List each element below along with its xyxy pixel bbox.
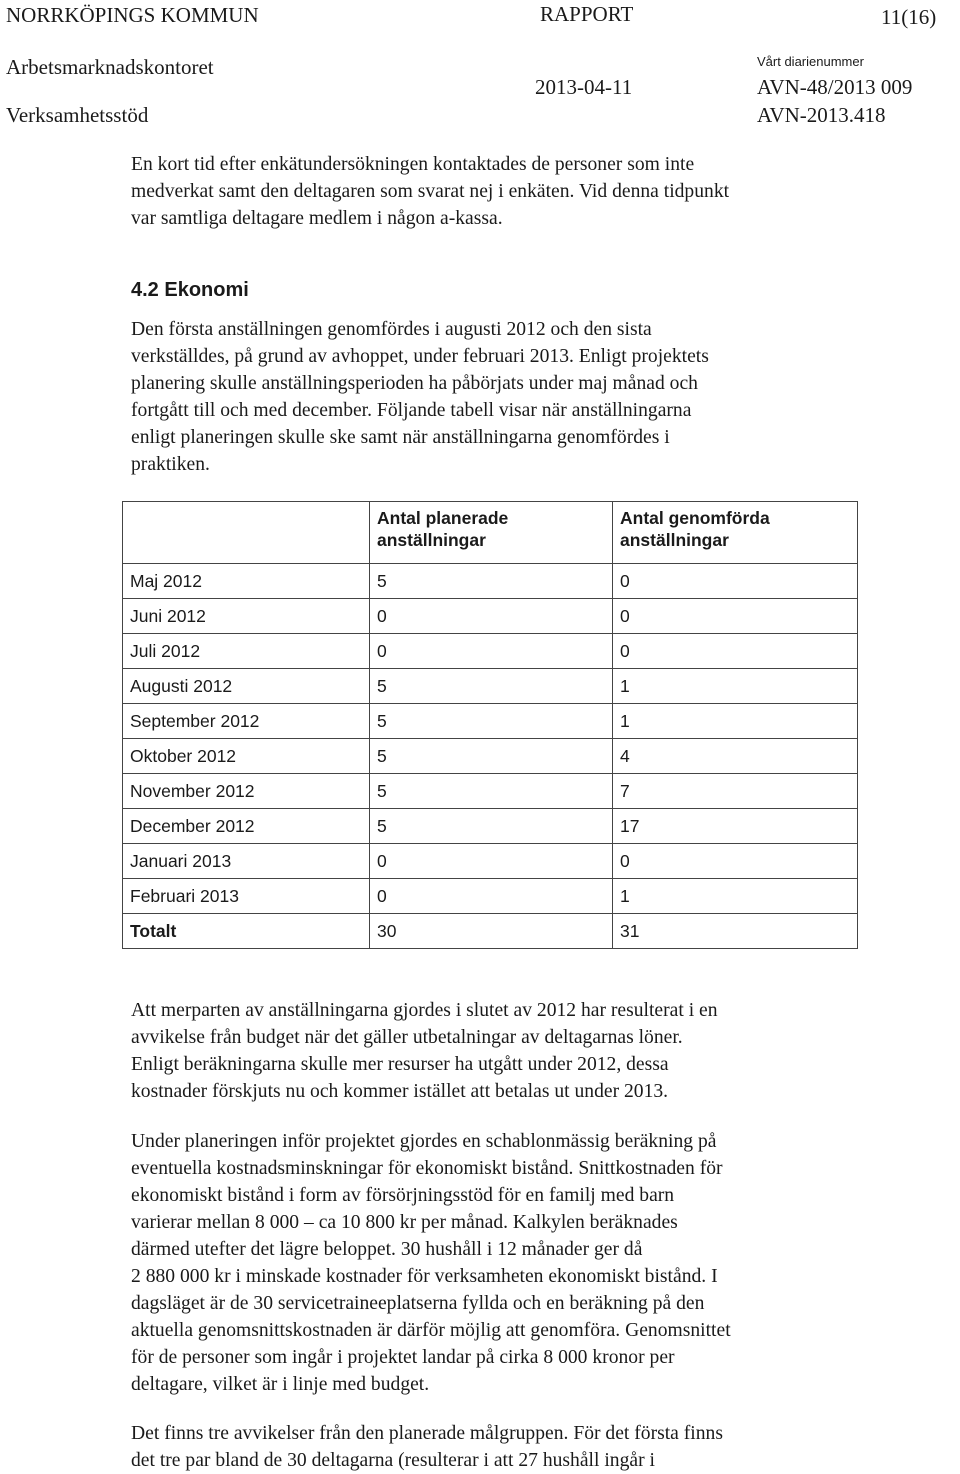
cost-calculation-paragraph [131, 1128, 851, 1398]
text-line: Under planeringen inför projektet gjordes en schablonmässig beräkning på [131, 1131, 717, 1152]
month-cell: September 2012 [123, 704, 370, 739]
month-cell: Maj 2012 [123, 564, 370, 599]
text-line: dagsläget är de 30 servicetraineeplatserna fyllda och en beräkning på den [131, 1293, 705, 1314]
doc-type: RAPPORT [540, 2, 634, 26]
text-line: kostnader förskjuts nu och kommer istället att betalas ut under 2013. [131, 1081, 669, 1102]
done-cell: 7 [613, 774, 858, 809]
table-total-row [123, 914, 858, 949]
text-line: planering skulle anställningsperioden ha påbörjats under maj månad och [131, 373, 698, 394]
department: Arbetsmarknadskontoret [6, 55, 214, 79]
done-cell: 0 [613, 634, 858, 669]
text-line: det tre par bland de 30 deltagarna (resulterar i att 27 hushåll ingår i [131, 1450, 655, 1471]
economy-paragraph [131, 316, 851, 478]
org-name: NORRKÖPINGS KOMMUN [6, 3, 259, 27]
planned-cell: 0 [370, 634, 613, 669]
table-header-row [123, 502, 858, 564]
table-row [123, 739, 858, 774]
section-heading: 4.2 Ekonomi [131, 279, 249, 301]
done-cell: 1 [613, 879, 858, 914]
month-cell: Juli 2012 [123, 634, 370, 669]
done-cell: 4 [613, 739, 858, 774]
table-row [123, 879, 858, 914]
planned-cell: 5 [370, 669, 613, 704]
month-cell: Augusti 2012 [123, 669, 370, 704]
table-row [123, 599, 858, 634]
text-line: Den första anställningen genomfördes i augusti 2012 och den sista [131, 319, 652, 340]
diarie-number-2: AVN-2013.418 [757, 103, 886, 127]
text-line: varierar mellan 8 000 – ca 10 800 kr per månad. Kalkylen beräknades [131, 1212, 678, 1233]
table-row [123, 669, 858, 704]
month-cell: Oktober 2012 [123, 739, 370, 774]
planned-cell: 5 [370, 564, 613, 599]
header-planned [370, 502, 613, 564]
total-label: Totalt [123, 914, 370, 949]
done-cell: 0 [613, 844, 858, 879]
total-planned: 30 [370, 914, 613, 949]
month-cell: November 2012 [123, 774, 370, 809]
month-cell: Juni 2012 [123, 599, 370, 634]
text-line: Enligt beräkningarna skulle mer resurser ha utgått under 2012, dessa [131, 1054, 669, 1075]
table-row [123, 809, 858, 844]
text-line: avvikelse från budget när det gäller utbetalningar av deltagarnas löner. [131, 1027, 683, 1048]
text-line: var samtliga deltagare medlem i någon a-kassa. [131, 208, 503, 229]
header-empty-cell [123, 502, 370, 564]
text-line: deltagare, vilket är i linje med budget. [131, 1374, 430, 1395]
intro-paragraph [131, 151, 851, 232]
table-row [123, 844, 858, 879]
done-cell: 1 [613, 704, 858, 739]
header-done [613, 502, 858, 564]
text-line: enligt planeringen skulle ske samt när anställningarna genomfördes i [131, 427, 670, 448]
header-planned-line1: Antal planerade [377, 508, 509, 528]
text-line: för de personer som ingår i projektet landar på cirka 8 000 kronor per [131, 1347, 675, 1368]
month-cell: Februari 2013 [123, 879, 370, 914]
table-row [123, 634, 858, 669]
employment-table [122, 501, 858, 949]
planned-cell: 0 [370, 599, 613, 634]
planned-cell: 5 [370, 774, 613, 809]
total-done: 31 [613, 914, 858, 949]
text-line: praktiken. [131, 454, 210, 475]
unit: Verksamhetsstöd [6, 103, 149, 127]
text-line: fortgått till och med december. Följande tabell visar när anställningarna [131, 400, 692, 421]
month-cell: December 2012 [123, 809, 370, 844]
done-cell: 0 [613, 599, 858, 634]
text-line: eventuella kostnadsminskningar för ekonomiskt bistånd. Snittkostnaden för [131, 1158, 723, 1179]
text-line: En kort tid efter enkätundersökningen kontaktades de personer som inte [131, 154, 695, 175]
month-cell: Januari 2013 [123, 844, 370, 879]
table-row [123, 564, 858, 599]
page-number: 11(16) [881, 5, 937, 29]
planned-cell: 5 [370, 704, 613, 739]
budget-deviation-paragraph [131, 997, 851, 1105]
planned-cell: 0 [370, 879, 613, 914]
text-line: verkställdes, på grund av avhoppet, under februari 2013. Enligt projektets [131, 346, 709, 367]
planned-cell: 5 [370, 739, 613, 774]
text-line: Att merparten av anställningarna gjordes i slutet av 2012 har resulterat i en [131, 1000, 718, 1021]
text-line: Det finns tre avvikelser från den planerade målgruppen. För det första finns [131, 1423, 723, 1444]
text-line: ekonomiskt bistånd i form av försörjningsstöd för en familj med barn [131, 1185, 675, 1206]
diarie-label: Vårt diarienummer [757, 54, 864, 69]
diarie-number-1: AVN-48/2013 009 [757, 75, 913, 99]
planned-cell: 0 [370, 844, 613, 879]
header-done-line2: anställningar [620, 530, 729, 550]
text-line: medverkat samt den deltagaren som svarat nej i enkäten. Vid denna tidpunkt [131, 181, 730, 202]
text-line: därmed utefter det lägre beloppet. 30 hushåll i 12 månader ger då [131, 1239, 643, 1260]
done-cell: 17 [613, 809, 858, 844]
table-row [123, 704, 858, 739]
target-group-paragraph [131, 1420, 851, 1474]
done-cell: 1 [613, 669, 858, 704]
header-done-line1: Antal genomförda [620, 508, 770, 528]
header-planned-line2: anställningar [377, 530, 486, 550]
text-line: aktuella genomsnittskostnaden är därför möjlig att genomföra. Genomsnittet [131, 1320, 731, 1341]
report-date: 2013-04-11 [535, 75, 633, 99]
planned-cell: 5 [370, 809, 613, 844]
done-cell: 0 [613, 564, 858, 599]
text-line: 2 880 000 kr i minskade kostnader för verksamheten ekonomiskt bistånd. I [131, 1266, 718, 1287]
table-row [123, 774, 858, 809]
